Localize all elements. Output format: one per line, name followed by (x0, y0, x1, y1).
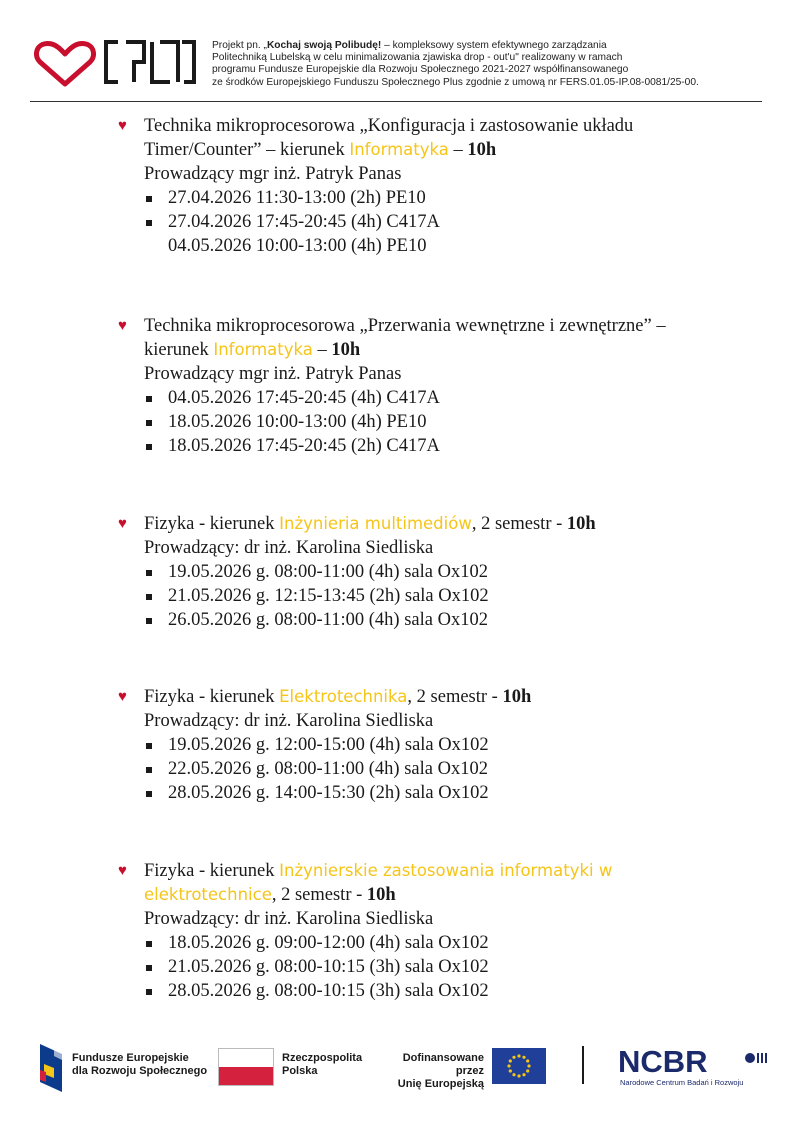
field-of-study: Inżynierskie zastosowania informatyki w (279, 861, 613, 880)
pl-label: Rzeczpospolita Polska (282, 1052, 363, 1077)
list-item: 04.05.2026 17:45-20:45 (4h) C417A (144, 386, 768, 410)
heart-bullet-icon: ♥ (118, 689, 127, 705)
heart-bullet-icon: ♥ (118, 118, 127, 134)
schedule-section (118, 685, 768, 805)
ncbr-label: Narodowe Centrum Badań i Rozwoju (620, 1078, 744, 1087)
heart-bullet-icon: ♥ (118, 318, 127, 334)
list-item: 26.05.2026 g. 08:00-11:00 (4h) sala Ox102 (144, 608, 768, 632)
session-list (144, 931, 768, 1003)
list-item: 21.05.2026 g. 12:15-13:45 (2h) sala Ox102 (144, 584, 768, 608)
document-header (0, 0, 794, 104)
section-title: Fizyka - kierunek Inżynieria multimediów, 2 semestr - 10h (144, 514, 596, 534)
list-item: 18.05.2026 17:45-20:45 (2h) C417A (144, 434, 768, 458)
field-of-study: Informatyka (213, 340, 313, 359)
pl-logo-icon (104, 40, 196, 84)
teacher: Prowadzący mgr inż. Patryk Panas (144, 364, 402, 384)
heart-logo-icon (34, 40, 96, 88)
footer-divider (582, 1046, 584, 1084)
teacher: Prowadzący: dr inż. Karolina Siedliska (144, 711, 434, 731)
hours-total: 10h (366, 885, 396, 905)
list-item: 22.05.2026 g. 08:00-11:00 (4h) sala Ox102 (144, 757, 768, 781)
section-title: Technika mikroprocesorowa „Konfiguracja i zastosowanie układu (144, 116, 634, 136)
ncbr-logo-icon (616, 1044, 768, 1076)
session-list (144, 386, 768, 458)
list-item: 21.05.2026 g. 08:00-10:15 (3h) sala Ox102 (144, 955, 768, 979)
list-item: 19.05.2026 g. 08:00-11:00 (4h) sala Ox102 (144, 560, 768, 584)
funding-footer (0, 1030, 794, 1100)
svg-text:NCBR: NCBR (618, 1044, 708, 1076)
session-list (144, 560, 768, 632)
field-of-study: Inżynieria multimediów (279, 514, 472, 533)
list-item: 27.04.2026 17:45-20:45 (4h) C417A (144, 210, 768, 234)
hours-total: 10h (331, 340, 361, 360)
schedule-section: ♥ Technika mikroprocesorowa „Przerwania wewnętrzne i zewnętrzne” – kierunek Informatyka – 10h Prowadzący mgr inż. Patryk Panas 04.05.2026 17:45-20:45 (4h) C417A 18.05.2026 10:00-13:00 (4h) PE10 18.05.2026 17:45-20:45 (2h) C417A (118, 314, 768, 458)
schedule-section (118, 512, 768, 632)
hours-total: 10h (566, 514, 596, 534)
field-of-study: Elektrotechnika (279, 687, 408, 706)
field-of-study: Informatyka (349, 140, 449, 159)
project-description: Projekt pn. „Kochaj swoją Polibudę! – kompleksowy system efektywnego zarządzania Politechniką Lubelską w celu minimalizowania zjawiska drop - out'u" realizowany w ramach programu Fundusze Europejskie dla Rozwoju Społecznego 2021-2027 współfinansowanego ze środków Europejskiego Funduszu Społecznego Plus zgodnie z umową nr FERS.01.05-IP.08-0081/25-00. (212, 40, 699, 88)
project-name: Kochaj swoją Polibudę! (266, 40, 382, 51)
session-list (144, 186, 768, 258)
eu-label: Dofinansowane przez Unię Europejską (397, 1052, 484, 1090)
list-item: 19.05.2026 g. 12:00-15:00 (4h) sala Ox102 (144, 733, 768, 757)
list-item: 04.05.2026 10:00-13:00 (4h) PE10 (168, 236, 427, 256)
session-list (144, 733, 768, 805)
section-title: Technika mikroprocesorowa „Przerwania wewnętrzne i zewnętrzne” – (144, 316, 666, 336)
poland-flag-icon (218, 1048, 274, 1086)
schedule-section: ♥ Technika mikroprocesorowa „Konfiguracja i zastosowanie układu Timer/Counter” – kierunek Informatyka – 10h Prowadzący mgr inż. Patryk Panas 27.04.2026 11:30-13:00 (2h) PE10 27.04.2026 17:45-20:45 (4h) C417A 04.05.2026 10:00-13:00 (4h) PE10 (118, 114, 768, 258)
list-item: 27.04.2026 11:30-13:00 (2h) PE10 (144, 186, 768, 210)
list-item: 28.05.2026 g. 14:00-15:30 (2h) sala Ox102 (144, 781, 768, 805)
fe-logo-icon (36, 1042, 66, 1094)
schedule-section: ♥ Fizyka - kierunek Inżynierskie zastosowania informatyki w elektrotechnice, 2 semestr - 10h Prowadzący: dr inż. Karolina Siedliska 18.05.2026 g. 09:00-12:00 (4h) sala Ox102 21.05.2026 g. 08:00-10:15 (3h) sala Ox102 28.05.2026 g. 08:00-10:15 (3h) sala Ox102 (118, 859, 768, 1003)
hours-total: 10h (467, 140, 497, 160)
heart-bullet-icon: ♥ (118, 516, 127, 532)
header-divider (30, 101, 762, 102)
list-item: 18.05.2026 g. 09:00-12:00 (4h) sala Ox102 (144, 931, 768, 955)
teacher: Prowadzący mgr inż. Patryk Panas (144, 164, 402, 184)
section-title: Fizyka - kierunek Inżynierskie zastosowania informatyki w (144, 861, 613, 881)
eu-flag-icon (492, 1048, 546, 1084)
list-item: 18.05.2026 10:00-13:00 (4h) PE10 (144, 410, 768, 434)
hours-total: 10h (502, 687, 532, 707)
field-of-study: elektrotechnice (144, 885, 272, 904)
teacher: Prowadzący: dr inż. Karolina Siedliska (144, 909, 434, 929)
fe-label: Fundusze Europejskie dla Rozwoju Społecznego (72, 1052, 208, 1077)
list-item: 28.05.2026 g. 08:00-10:15 (3h) sala Ox102 (144, 979, 768, 1003)
heart-bullet-icon: ♥ (118, 863, 127, 879)
teacher: Prowadzący: dr inż. Karolina Siedliska (144, 538, 434, 558)
section-title: Fizyka - kierunek Elektrotechnika, 2 semestr - 10h (144, 687, 532, 707)
